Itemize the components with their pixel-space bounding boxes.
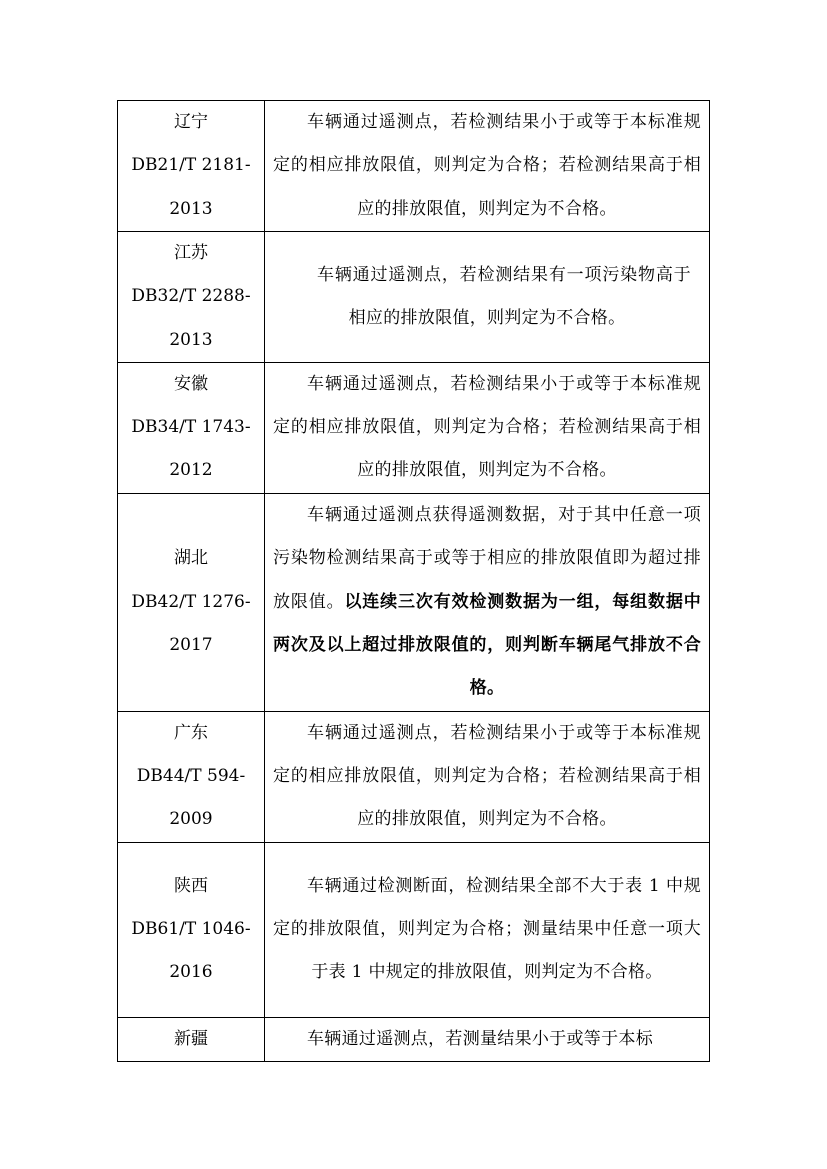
region-cell <box>118 362 265 493</box>
table-row <box>118 711 710 842</box>
region-cell <box>118 1017 265 1061</box>
standard-year: 2013 <box>169 198 213 219</box>
standard-year: 2013 <box>169 329 213 350</box>
region-name: 新疆 <box>174 1028 208 1049</box>
judgment-text: 车辆通过检测断面，检测结果全部不大于表 1 中规定的排放限值，则判定为合格；测量结果中任意一项大于表 1 中规定的排放限值，则判定为不合格。 <box>273 875 701 983</box>
judgment-cell <box>265 842 710 1017</box>
judgment-text: 车辆通过遥测点，若测量结果小于或等于本标 <box>307 1028 653 1049</box>
region-cell <box>118 493 265 711</box>
judgment-cell <box>265 493 710 711</box>
region-name: 湖北 <box>174 548 208 569</box>
standard-code: DB21/T 2181- <box>131 155 251 176</box>
judgment-cell <box>265 711 710 842</box>
judgment-text: 车辆通过遥测点，若检测结果有一项污染物高于相应的排放限值，则判定为不合格。 <box>317 264 691 328</box>
region-cell <box>118 231 265 362</box>
table-row <box>118 101 710 232</box>
table-row <box>118 231 710 362</box>
region-name: 安徽 <box>174 373 208 394</box>
standard-code: DB44/T 594- <box>136 766 246 787</box>
table-row <box>118 842 710 1017</box>
judgment-text: 车辆通过遥测点获得遥测数据，对于其中任意一项污染物检测结果高于或等于相应的排放限值即为超过排放限值。 <box>273 505 701 612</box>
standard-code: DB42/T 1276- <box>131 591 251 612</box>
judgment-cell <box>265 231 710 362</box>
judgment-paragraph <box>273 494 701 710</box>
judgment-cell <box>265 1017 710 1061</box>
region-name: 辽宁 <box>174 112 208 132</box>
standard-code: DB34/T 1743- <box>131 417 251 438</box>
table-row <box>118 493 710 711</box>
standard-year: 2012 <box>169 460 213 481</box>
region-cell <box>118 101 265 232</box>
standard-code: DB32/T 2288- <box>131 286 251 307</box>
region-cell <box>118 842 265 1017</box>
judgment-cell <box>265 101 710 232</box>
table-row <box>118 1017 710 1061</box>
judgment-text: 车辆通过遥测点，若检测结果小于或等于本标准规定的相应排放限值，则判定为合格；若检测结果高于相应的排放限值，则判定为不合格。 <box>273 373 701 481</box>
judgment-text: 车辆通过遥测点，若检测结果小于或等于本标准规定的相应排放限值，则判定为合格；若检测结果高于相应的排放限值，则判定为不合格。 <box>273 722 701 830</box>
table-row <box>118 362 710 493</box>
standard-year: 2009 <box>169 809 213 830</box>
region-name: 江苏 <box>174 242 208 263</box>
standard-year: 2017 <box>169 634 213 655</box>
judgment-bold-text: 以连续三次有效检测数据为一组，每组数据中两次及以上超过排放限值的，则判断车辆尾气排放不合格。 <box>273 591 702 699</box>
standard-code: DB61/T 1046- <box>131 919 251 940</box>
standards-table <box>117 100 710 1062</box>
region-cell <box>118 711 265 842</box>
region-name: 陕西 <box>174 875 208 896</box>
region-name: 广东 <box>174 722 208 743</box>
judgment-cell <box>265 362 710 493</box>
standard-year: 2016 <box>169 962 213 983</box>
judgment-text: 车辆通过遥测点，若检测结果小于或等于本标准规定的相应排放限值，则判定为合格；若检测结果高于相应的排放限值，则判定为不合格。 <box>273 112 701 219</box>
